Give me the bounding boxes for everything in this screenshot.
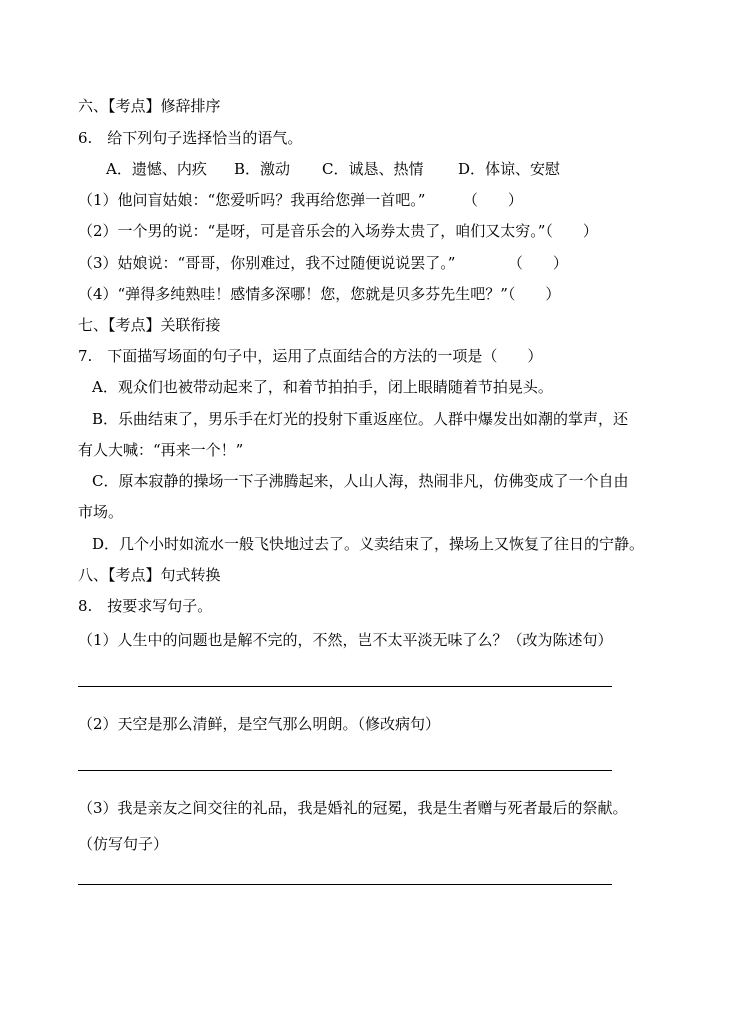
- option-b: B．激动: [234, 160, 291, 178]
- question6-options: [106, 159, 560, 179]
- question8-item-3: （3）我是亲友之间交往的礼品，我是婚礼的冠冕，我是生者赠与死者最后的祭献。: [78, 799, 628, 817]
- question7-option-b-cont: 有人大喊：“再来一个！”: [78, 441, 244, 459]
- option-c: C．诚恳、热情: [322, 160, 424, 178]
- question7-option-c: C．原本寂静的操场一下子沸腾起来，人山人海，热闹非凡，仿佛变成了一个自由: [92, 472, 629, 490]
- option-d: D．体谅、安慰: [458, 160, 561, 178]
- section6-heading: 六、【考点】修辞排序: [78, 97, 221, 115]
- section8-heading: 八、【考点】句式转换: [78, 566, 221, 584]
- question8-item-3-note: （仿写句子）: [78, 835, 169, 853]
- question6-item-3: （3）姑娘说：“哥哥，你别难过，我不过随便说说罢了。” （ ）: [78, 254, 568, 272]
- question6-stem: 6. 给下列句子选择恰当的语气。: [78, 129, 303, 147]
- question8-item-1: （1）人生中的问题也是解不完的，不然，岂不太平淡无味了么？（改为陈述句）: [78, 631, 613, 649]
- question7-option-d: D．几个小时如流水一般飞快地过去了。义卖结束了，操场上又恢复了往日的宁静。: [92, 535, 645, 553]
- option-a: A．遗憾、内疚: [106, 160, 207, 178]
- question8-stem: 8. 按要求写句子。: [78, 597, 213, 615]
- answer-line-3[interactable]: [78, 884, 612, 885]
- question6-item-1: （1）他问盲姑娘：“您爱听吗？我再给您弹一首吧。” （ ）: [78, 191, 523, 209]
- question7-stem: 7. 下面描写场面的句子中，运用了点面结合的方法的一项是（ ）: [78, 347, 543, 365]
- question8-item-2: （2）天空是那么清鲜，是空气那么明朗。（修改病句）: [78, 715, 441, 733]
- question7-option-b: B．乐曲结束了，男乐手在灯光的投射下重返座位。人群中爆发出如潮的掌声，还: [92, 410, 629, 428]
- question6-item-4: （4）“弹得多纯熟哇！感情多深哪！您，您就是贝多芬先生吧？”（ ）: [78, 285, 561, 303]
- answer-line-1[interactable]: [78, 686, 612, 687]
- question6-item-2: （2）一个男的说：“是呀，可是音乐会的入场券太贵了，咱们又太穷。”（ ）: [78, 222, 598, 240]
- section7-heading: 七、【考点】关联衔接: [78, 316, 221, 334]
- question7-option-a: A．观众们也被带动起来了，和着节拍拍手，闭上眼睛随着节拍晃头。: [92, 378, 553, 396]
- answer-line-2[interactable]: [78, 770, 612, 771]
- question7-option-c-cont: 市场。: [78, 503, 124, 521]
